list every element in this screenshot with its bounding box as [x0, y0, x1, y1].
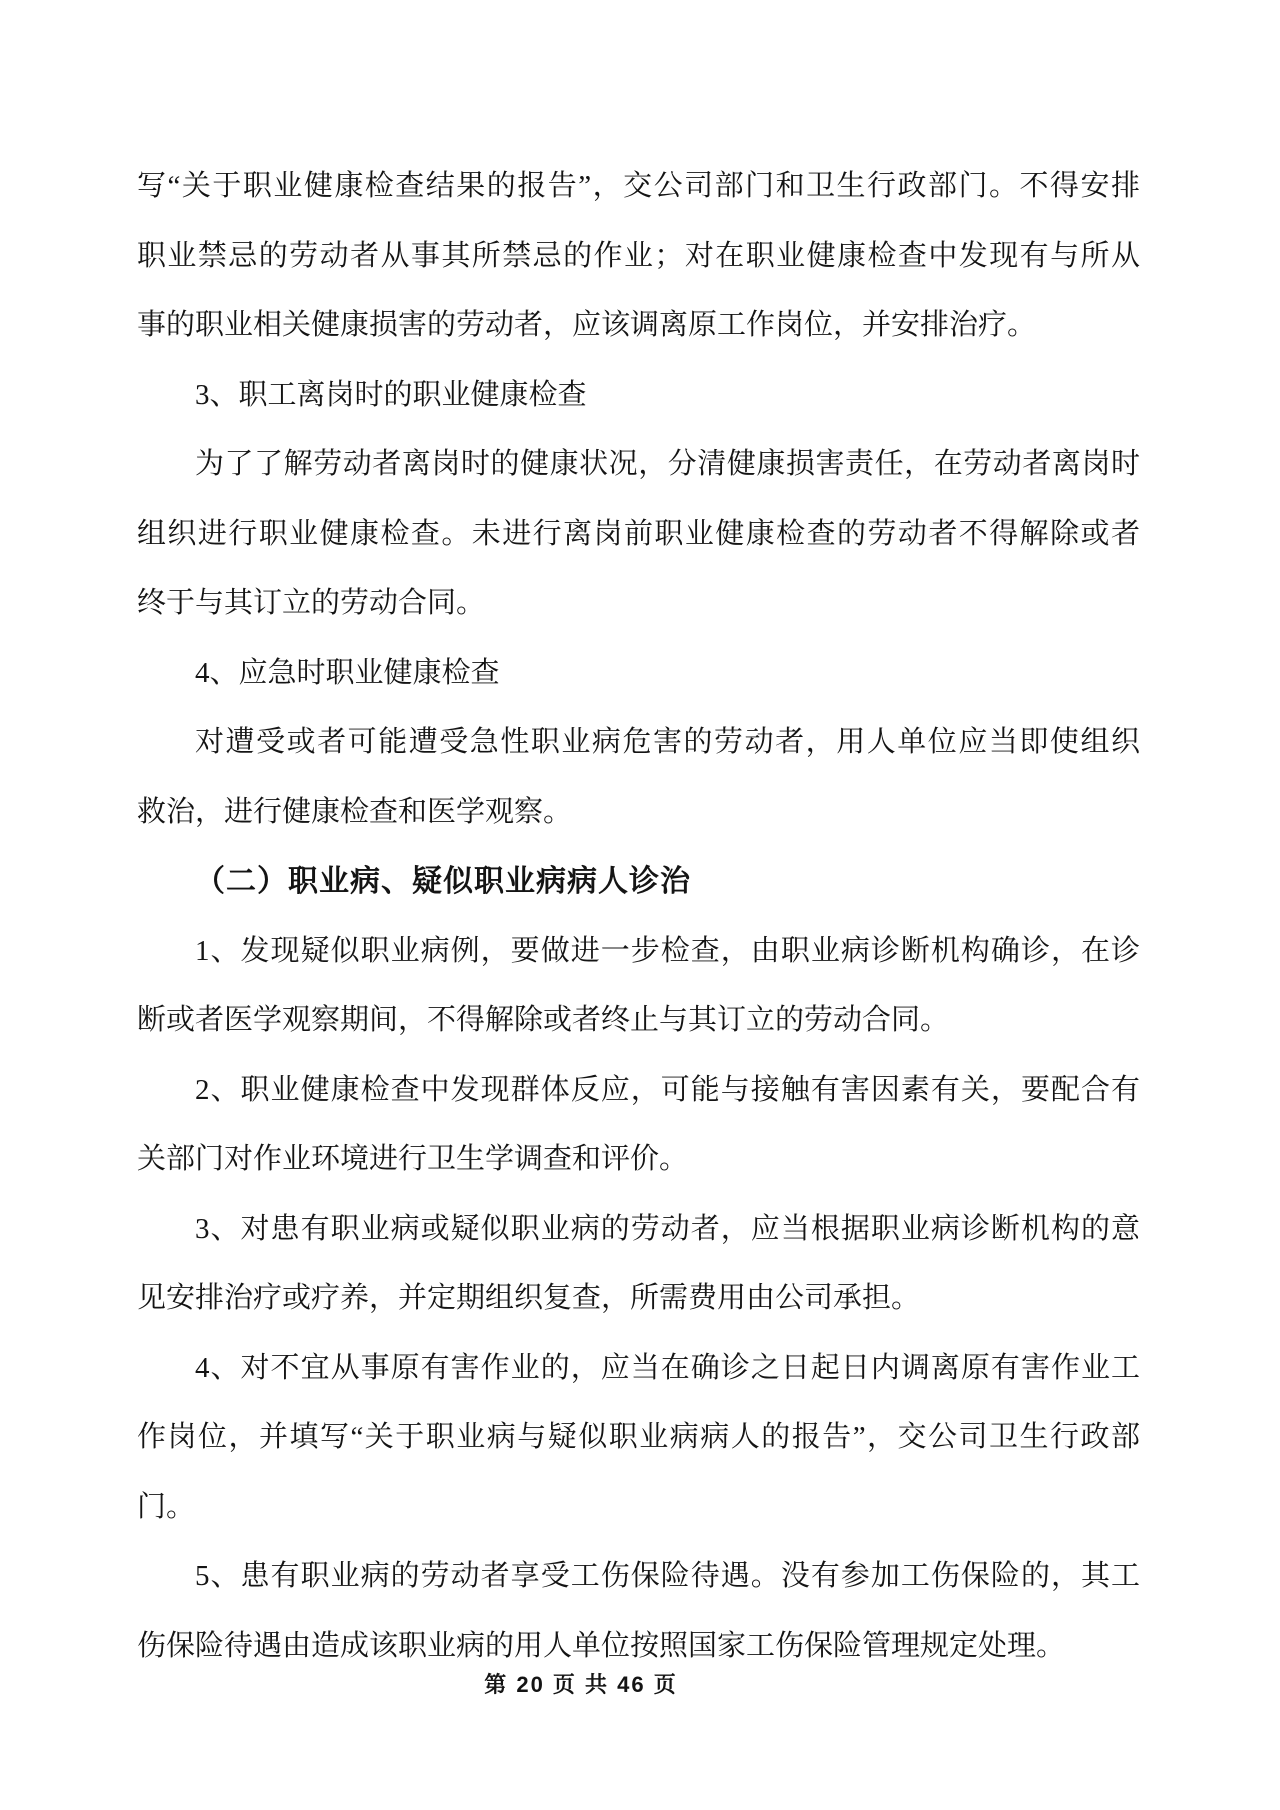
text-line: 3、对患有职业病或疑似职业病的劳动者，应当根据职业病诊断机构的意 [195, 1212, 1140, 1245]
text-line: 关部门对作业环境进行卫生学调查和评价。 [137, 1143, 689, 1175]
text-line: 写“关于职业健康检查结果的报告”，交公司部门和卫生行政部门。不得安排 [137, 170, 1140, 202]
text-line: 终于与其订立的劳动合同。 [137, 587, 486, 619]
text-line: 为了了解劳动者离岗时的健康状况，分清健康损害责任，在劳动者离岗时 [195, 448, 1140, 480]
text-line: 救治，进行健康检查和医学观察。 [137, 795, 573, 828]
text-line: 伤保险待遇由造成该职业病的用人单位按照国家工伤保险管理规定处理。 [137, 1629, 1066, 1662]
text-line: 组织进行职业健康检查。未进行离岗前职业健康检查的劳动者不得解除或者 [137, 517, 1140, 550]
text-line: 5、患有职业病的劳动者享受工伤保险待遇。没有参加工伤保险的，其工 [195, 1560, 1140, 1592]
text-line: 作岗位，并填写“关于职业病与疑似职业病病人的报告”，交公司卫生行政部 [137, 1421, 1140, 1453]
text-line: 1、发现疑似职业病例，要做进一步检查，由职业病诊断机构确诊，在诊 [195, 934, 1140, 967]
page-number-text: 第 20 页 共 46 页 [484, 1672, 678, 1697]
text-line: 断或者医学观察期间，不得解除或者终止与其订立的劳动合同。 [137, 1004, 950, 1036]
text-line: 见安排治疗或疗养，并定期组织复查，所需费用由公司承担。 [137, 1282, 921, 1314]
document-body [137, 152, 1140, 1681]
text-line: 对遭受或者可能遭受急性职业病危害的劳动者，用人单位应当即使组织 [195, 726, 1140, 758]
text-line: 职业禁忌的劳动者从事其所禁忌的作业；对在职业健康检查中发现有与所从 [137, 239, 1140, 272]
text-line: 门。 [137, 1490, 196, 1523]
text-line: 4、对不宜从事原有害作业的，应当在确诊之日起日内调离原有害作业工 [195, 1351, 1140, 1384]
text-line: 4、应急时职业健康检查 [195, 656, 500, 689]
page-footer [0, 1672, 1162, 1698]
text-line: 2、职业健康检查中发现群体反应，可能与接触有害因素有关，要配合有 [195, 1073, 1140, 1106]
text-line: 3、职工离岗时的职业健康检查 [195, 378, 587, 411]
text-line: 事的职业相关健康损害的劳动者，应该调离原工作岗位，并安排治疗。 [137, 309, 1037, 341]
section-heading: （二）职业病、疑似职业病病人诊治 [195, 865, 691, 898]
